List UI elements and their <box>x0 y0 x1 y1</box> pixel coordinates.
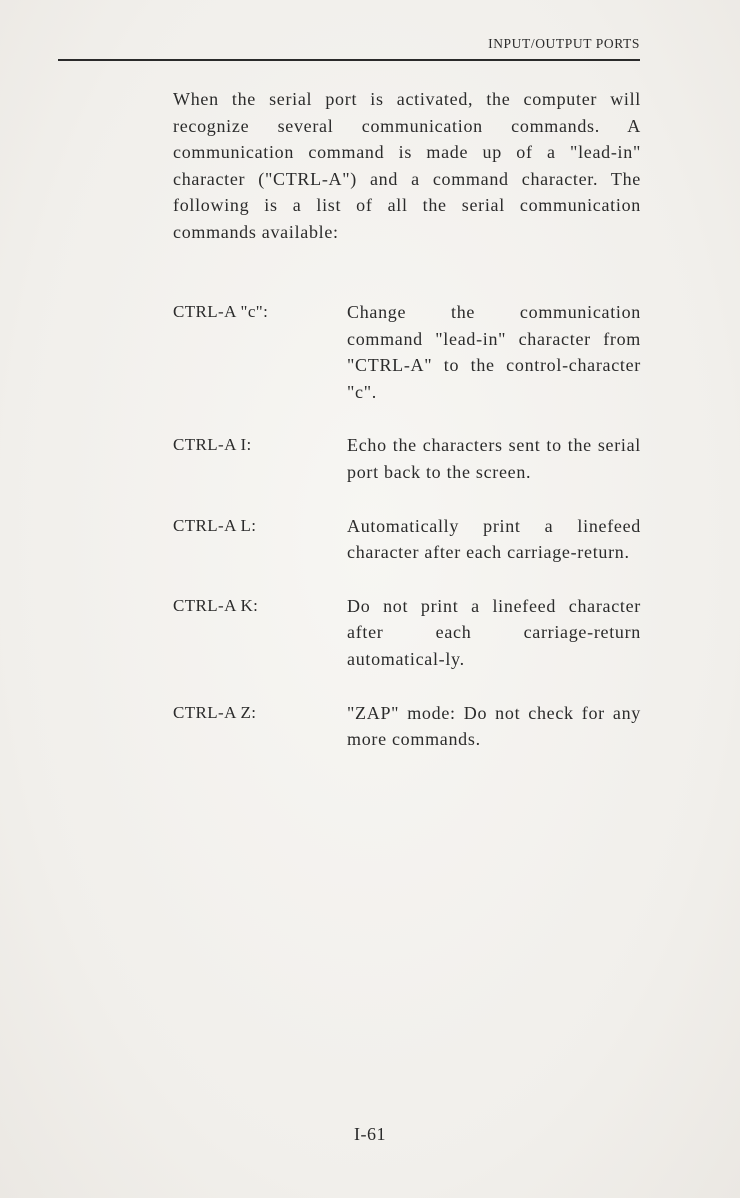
command-entry <box>173 513 641 566</box>
command-entry <box>173 593 641 673</box>
command-list <box>173 299 641 753</box>
command-key: CTRL-A K: <box>173 595 259 615</box>
command-entry <box>173 700 641 753</box>
command-key: CTRL-A "c": <box>173 302 269 321</box>
command-key: CTRL-A Z: <box>173 702 257 722</box>
command-description: "ZAP" mode: Do not check for any more commands. <box>347 702 641 750</box>
section-title: INPUT/OUTPUT PORTS <box>488 36 640 51</box>
command-entry <box>173 432 641 485</box>
command-description: Echo the characters sent to the serial port back to the screen. <box>347 435 641 482</box>
page-number: I-61 <box>354 1124 386 1144</box>
command-entry <box>173 299 641 405</box>
command-description: Do not print a linefeed character after each carriage-return automatical-ly. <box>347 595 641 669</box>
command-description: Change the communication command "lead-in" character from "CTRL-A" to the control-character "c". <box>347 302 641 402</box>
command-key: CTRL-A L: <box>173 515 257 535</box>
command-description: Automatically print a linefeed character after each carriage-return. <box>347 515 641 563</box>
header-rule <box>58 59 640 61</box>
page-header <box>58 34 640 62</box>
intro-paragraph: When the serial port is activated, the computer will recognize several communication commands. A communication command is made up of a "lead-in" character ("CTRL-A") and a command character. The following is a list of all the serial communication commands available: <box>173 89 641 242</box>
command-key: CTRL-A I: <box>173 435 252 455</box>
